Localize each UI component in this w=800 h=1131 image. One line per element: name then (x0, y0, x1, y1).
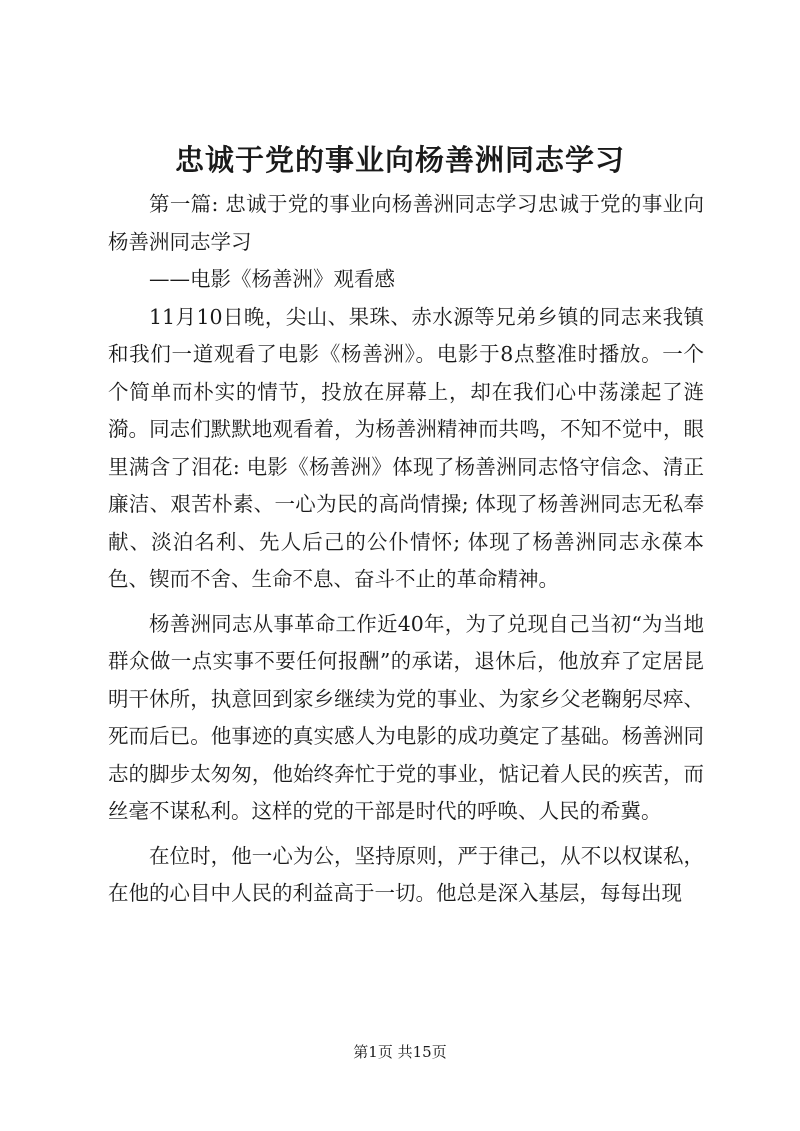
paragraph-subtitle: ——电影《杨善洲》观看感 (149, 267, 395, 291)
paragraph-body-1: 11月10日晚，尖山、果珠、赤水源等兄弟乡镇的同志来我镇和我们一道观看了电影《杨善洲》。电影于8点整准时播放。一个个简单而朴实的情节，投放在屏幕上，却在我们心中荡漾起了涟漪。同志们默默地观看着，为杨善洲精神而共鸣，不知不觉中，眼里满含了泪花: 电影《杨善洲》体现了杨善洲同志恪守信念、清正廉洁、艰苦朴素、一心为民的高尚情操; 体现了杨善洲同志无私奉献、淡泊名利、先人后己的公仆情怀; 体现了杨善洲同志永葆本色、锲而不舍、生命不息、奋斗不止的革命精神。 (108, 304, 704, 591)
paragraph-body-3: 在位时，他一心为公，坚持原则，严于律己，从不以权谋私，在他的心目中人民的利益高于一切。他总是深入基层，每每出现 (108, 843, 704, 905)
document-title: 忠诚于党的事业向杨善洲同志学习 (174, 143, 625, 177)
paragraph-body-2: 杨善洲同志从事革命工作近40年，为了兑现自己当初“为当地群众做一点实事不要任何报酬”的承诺，退休后，他放弃了定居昆明干休所，执意回到家乡继续为党的事业、为家乡父老鞠躬尽瘁、死而后已。他事迹的真实感人为电影的成功奠定了基础。杨善洲同志的脚步太匆匆，他始终奔忙于党的事业，惦记着人民的疾苦，而丝毫不谋私利。这样的党的干部是时代的呼唤、人民的希冀。 (108, 611, 704, 823)
paragraph-section-heading: 第一篇: 忠诚于党的事业向杨善洲同志学习忠诚于党的事业向杨善洲同志学习 (108, 192, 704, 254)
page-number-footer: 第1页 共15页 (353, 1043, 447, 1061)
document-body (108, 186, 704, 913)
